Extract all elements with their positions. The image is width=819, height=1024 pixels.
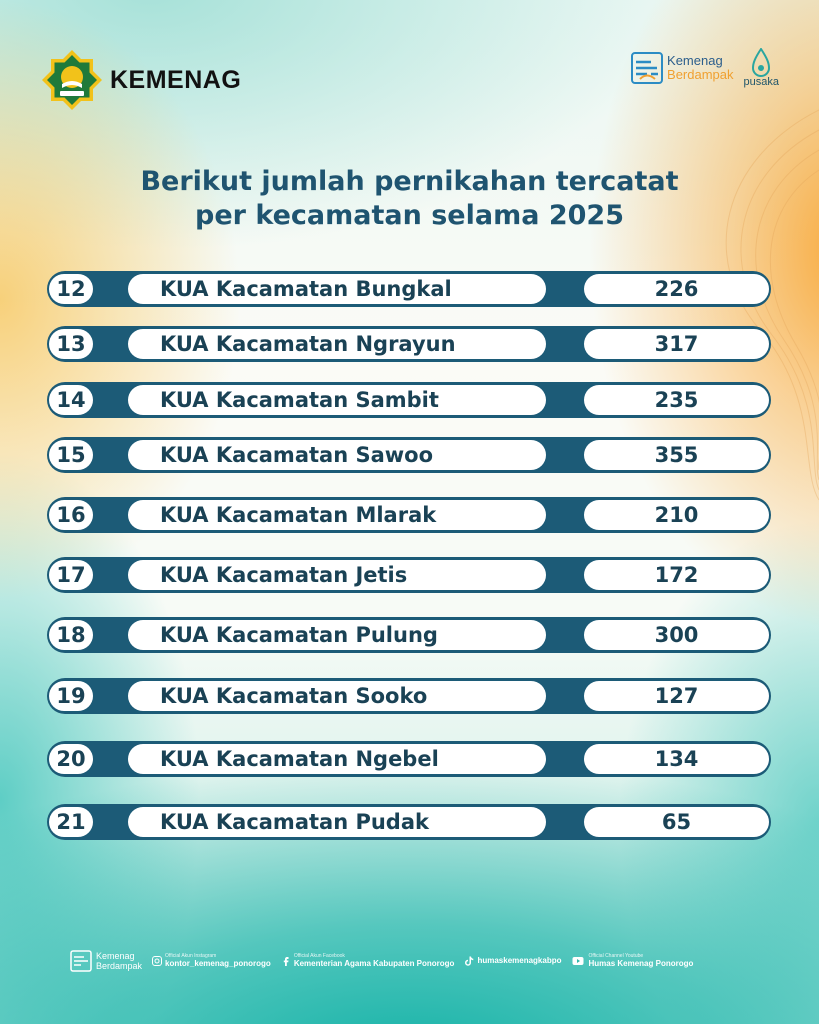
row-value: 172: [584, 560, 769, 590]
row-number: 13: [49, 329, 93, 359]
row-number: 18: [49, 620, 93, 650]
partner-logos: [631, 48, 779, 88]
berdampak-line2: Berdampak: [667, 67, 734, 82]
row-name-pill: [128, 385, 546, 415]
row-name: KUA Kacamatan Ngrayun: [160, 332, 456, 356]
facebook-handle: Kementerian Agama Kabupaten Ponorogo: [293, 959, 455, 968]
row-number: 17: [49, 560, 93, 590]
row-name: KUA Kacamatan Pudak: [160, 810, 429, 834]
row-value: 355: [584, 440, 769, 470]
pusaka-label: pusaka: [743, 76, 779, 88]
row-number: 14: [49, 385, 93, 415]
row-number: 15: [49, 440, 93, 470]
table-row: [47, 437, 771, 473]
berdampak-icon: [631, 52, 663, 84]
instagram-handle: kontor_kemenag_ponorogo: [165, 959, 271, 968]
row-number: 12: [49, 274, 93, 304]
kemenag-berdampak-logo: [631, 52, 733, 84]
title-line-1: Berikut jumlah pernikahan tercatat: [140, 166, 679, 197]
row-number: 19: [49, 681, 93, 711]
row-value: 317: [584, 329, 769, 359]
brand-name: KEMENAG: [110, 65, 242, 94]
footer-brand: [70, 950, 142, 972]
footer-youtube[interactable]: [571, 953, 693, 969]
table-row: [47, 497, 771, 533]
footer-social-bar: [70, 950, 693, 972]
row-value: 226: [584, 274, 769, 304]
footer-facebook[interactable]: [281, 953, 455, 969]
table-row: [47, 557, 771, 593]
facebook-icon: [281, 956, 291, 966]
row-name-pill: [128, 329, 546, 359]
row-name-pill: [128, 744, 546, 774]
row-value: 300: [584, 620, 769, 650]
kemenag-logo: [40, 48, 241, 112]
row-name: KUA Kacamatan Bungkal: [160, 277, 452, 301]
table-row: [47, 678, 771, 714]
youtube-handle: Humas Kemenag Ponorogo: [588, 959, 694, 968]
tiktok-handle: humaskemenagkabpo: [477, 956, 562, 965]
row-name: KUA Kacamatan Sooko: [160, 684, 428, 708]
kemenag-emblem-icon: [40, 48, 104, 112]
table-row: [47, 326, 771, 362]
footer-brand-line2: Berdampak: [96, 961, 143, 971]
row-name: KUA Kacamatan Sambit: [160, 388, 439, 412]
row-name-pill: [128, 500, 546, 530]
row-value: 134: [584, 744, 769, 774]
pusaka-drop-icon: [750, 48, 772, 78]
berdampak-line1: Kemenag: [667, 53, 723, 68]
row-number: 16: [49, 500, 93, 530]
page-title: [0, 165, 819, 233]
row-name-pill: [128, 681, 546, 711]
youtube-icon: [571, 956, 585, 966]
row-value: 127: [584, 681, 769, 711]
row-name: KUA Kacamatan Mlarak: [160, 503, 437, 527]
row-value: 65: [584, 807, 769, 837]
table-row: [47, 617, 771, 653]
instagram-label: Official Akun Instagram: [165, 953, 217, 959]
instagram-icon: [152, 956, 162, 966]
footer-instagram[interactable]: [152, 953, 271, 969]
youtube-label: Official Channel Youtube: [588, 953, 644, 959]
row-value: 235: [584, 385, 769, 415]
table-row: [47, 741, 771, 777]
table-row: [47, 271, 771, 307]
row-name-pill: [128, 440, 546, 470]
title-line-2: per kecamatan selama 2025: [195, 200, 624, 231]
row-name-pill: [128, 620, 546, 650]
row-name: KUA Kacamatan Sawoo: [160, 443, 434, 467]
berdampak-icon: [70, 950, 92, 972]
row-name-pill: [128, 274, 546, 304]
row-number: 20: [49, 744, 93, 774]
table-row: [47, 382, 771, 418]
row-value: 210: [584, 500, 769, 530]
table-row: [47, 804, 771, 840]
row-name-pill: [128, 807, 546, 837]
footer-tiktok[interactable]: [464, 956, 561, 966]
tiktok-icon: [464, 956, 474, 966]
row-name: KUA Kacamatan Ngebel: [160, 747, 439, 771]
row-name: KUA Kacamatan Jetis: [160, 563, 408, 587]
row-number: 21: [49, 807, 93, 837]
footer-brand-line1: Kemenag: [96, 951, 135, 961]
facebook-label: Official Akun Facebook: [293, 953, 345, 959]
row-name-pill: [128, 560, 546, 590]
row-name: KUA Kacamatan Pulung: [160, 623, 438, 647]
pusaka-logo: [744, 48, 779, 88]
